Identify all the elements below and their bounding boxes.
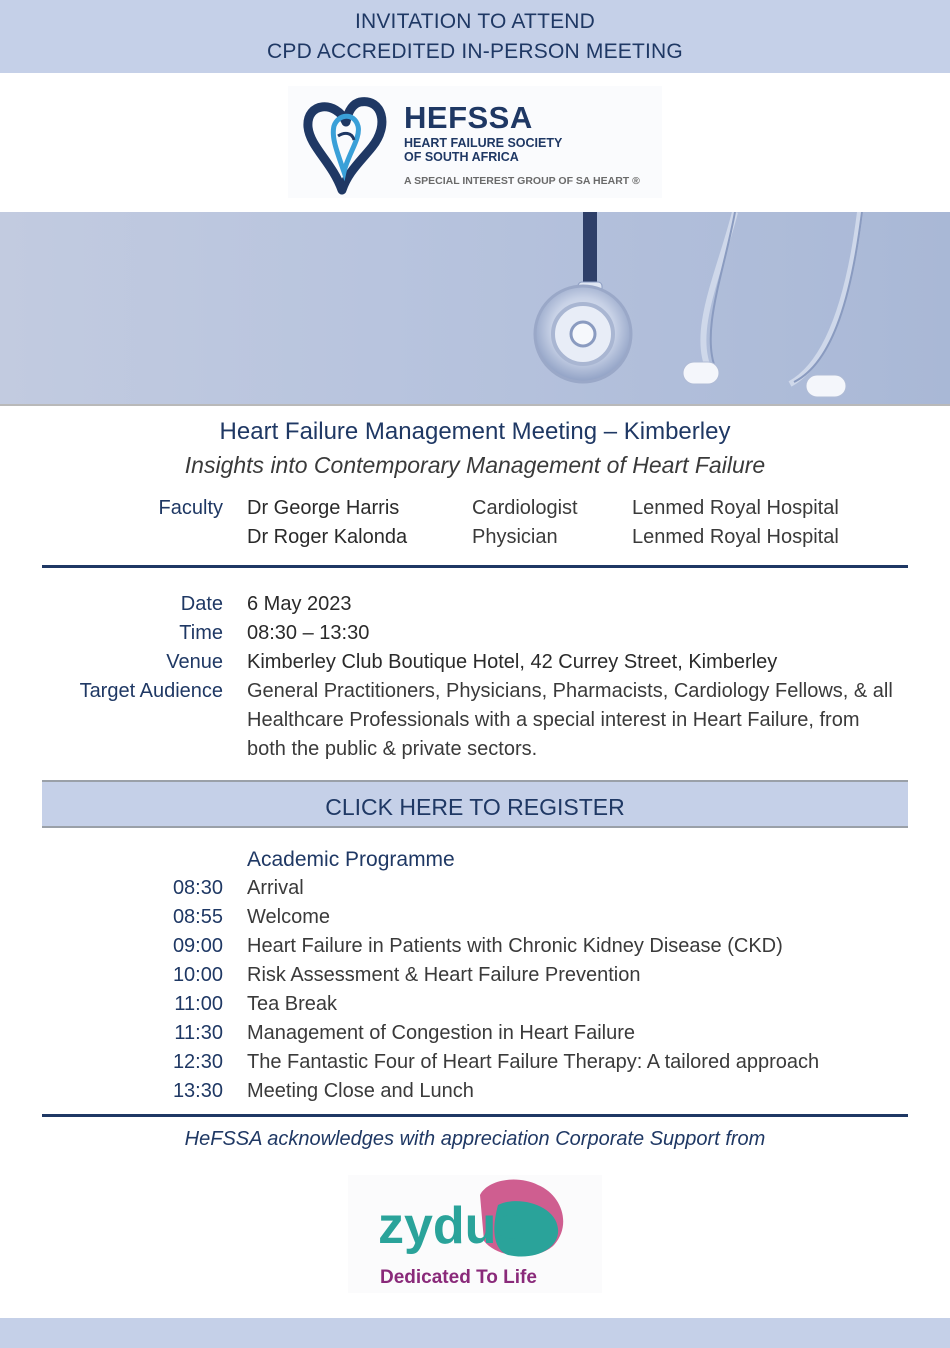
logo-sub-line-1: HEART FAILURE SOCIETY: [404, 136, 563, 150]
programme-item: The Fantastic Four of Heart Failure Therapy: A tailored approach: [247, 1051, 820, 1073]
header-line-1: INVITATION TO ATTEND: [354, 10, 596, 33]
heart-logo-icon: [298, 92, 398, 197]
date-label: Date: [180, 593, 223, 615]
programme-time: 11:00: [174, 993, 223, 1015]
programme-item: Tea Break: [247, 993, 338, 1015]
programme-time: 08:55: [172, 906, 223, 928]
venue-label: Venue: [166, 651, 223, 673]
sponsor-tagline: Dedicated To Life: [380, 1267, 537, 1288]
bottom-banner: [0, 1318, 950, 1348]
faculty-role: Cardiologist: [472, 497, 578, 519]
sponsor-acknowledgement: HeFSSA acknowledges with appreciation Corporate Support from: [184, 1128, 766, 1150]
audience-line-2: Healthcare Professionals with a special interest in Heart Failure, from: [247, 709, 860, 731]
sponsor-name: zydus: [378, 1197, 526, 1255]
stethoscope-hero-image: [0, 212, 950, 404]
faculty-label: Faculty: [158, 497, 223, 519]
programme-time: 09:00: [172, 935, 223, 957]
faculty-hospital: Lenmed Royal Hospital: [632, 497, 839, 519]
zydus-logo-mark: [348, 1175, 602, 1293]
top-banner: [0, 0, 950, 73]
meeting-title: Heart Failure Management Meeting – Kimberley: [219, 418, 731, 445]
audience-label: Target Audience: [79, 680, 223, 702]
logo-name: HEFSSA: [404, 100, 533, 135]
header-line-2: CPD ACCREDITED IN-PERSON MEETING: [267, 40, 683, 63]
programme-time: 10:00: [172, 964, 223, 986]
programme-item: Arrival: [247, 877, 304, 899]
programme-item: Management of Congestion in Heart Failure: [247, 1022, 635, 1044]
section-divider: [42, 1114, 908, 1117]
programme-item: Welcome: [247, 906, 330, 928]
programme-time: 13:30: [172, 1080, 223, 1102]
zydus-logo: [348, 1175, 602, 1293]
stethoscope-icon: [0, 212, 950, 404]
time-label: Time: [179, 622, 223, 644]
section-divider: [42, 565, 908, 568]
audience-line-1: General Practitioners, Physicians, Pharmacists, Cardiology Fellows, & all: [247, 680, 893, 702]
programme-item: Risk Assessment & Heart Failure Prevention: [247, 964, 641, 986]
programme-item: Heart Failure in Patients with Chronic Kidney Disease (CKD): [247, 935, 783, 957]
hero-divider: [0, 404, 950, 406]
venue-value: Kimberley Club Boutique Hotel, 42 Currey Street, Kimberley: [247, 651, 778, 673]
hefssa-logo: [288, 86, 662, 198]
faculty-hospital: Lenmed Royal Hospital: [632, 526, 839, 548]
audience-line-3: both the public & private sectors.: [247, 738, 538, 760]
programme-time: 11:30: [174, 1022, 223, 1044]
programme-item: Meeting Close and Lunch: [247, 1080, 474, 1102]
time-value: 08:30 – 13:30: [247, 622, 370, 644]
logo-tagline: A SPECIAL INTEREST GROUP OF SA HEART ®: [404, 175, 640, 187]
faculty-name: Dr George Harris: [247, 497, 400, 519]
logo-sub-line-2: OF SOUTH AFRICA: [404, 150, 519, 164]
faculty-role: Physician: [472, 526, 558, 548]
faculty-name: Dr Roger Kalonda: [247, 526, 408, 548]
meeting-subtitle: Insights into Contemporary Management of Heart Failure: [184, 452, 766, 478]
date-value: 6 May 2023: [247, 593, 352, 615]
logo-subtitle: [404, 136, 562, 164]
register-button[interactable]: CLICK HERE TO REGISTER: [42, 780, 908, 828]
programme-heading: Academic Programme: [247, 848, 455, 871]
programme-time: 08:30: [172, 877, 223, 899]
programme-time: 12:30: [172, 1051, 223, 1073]
